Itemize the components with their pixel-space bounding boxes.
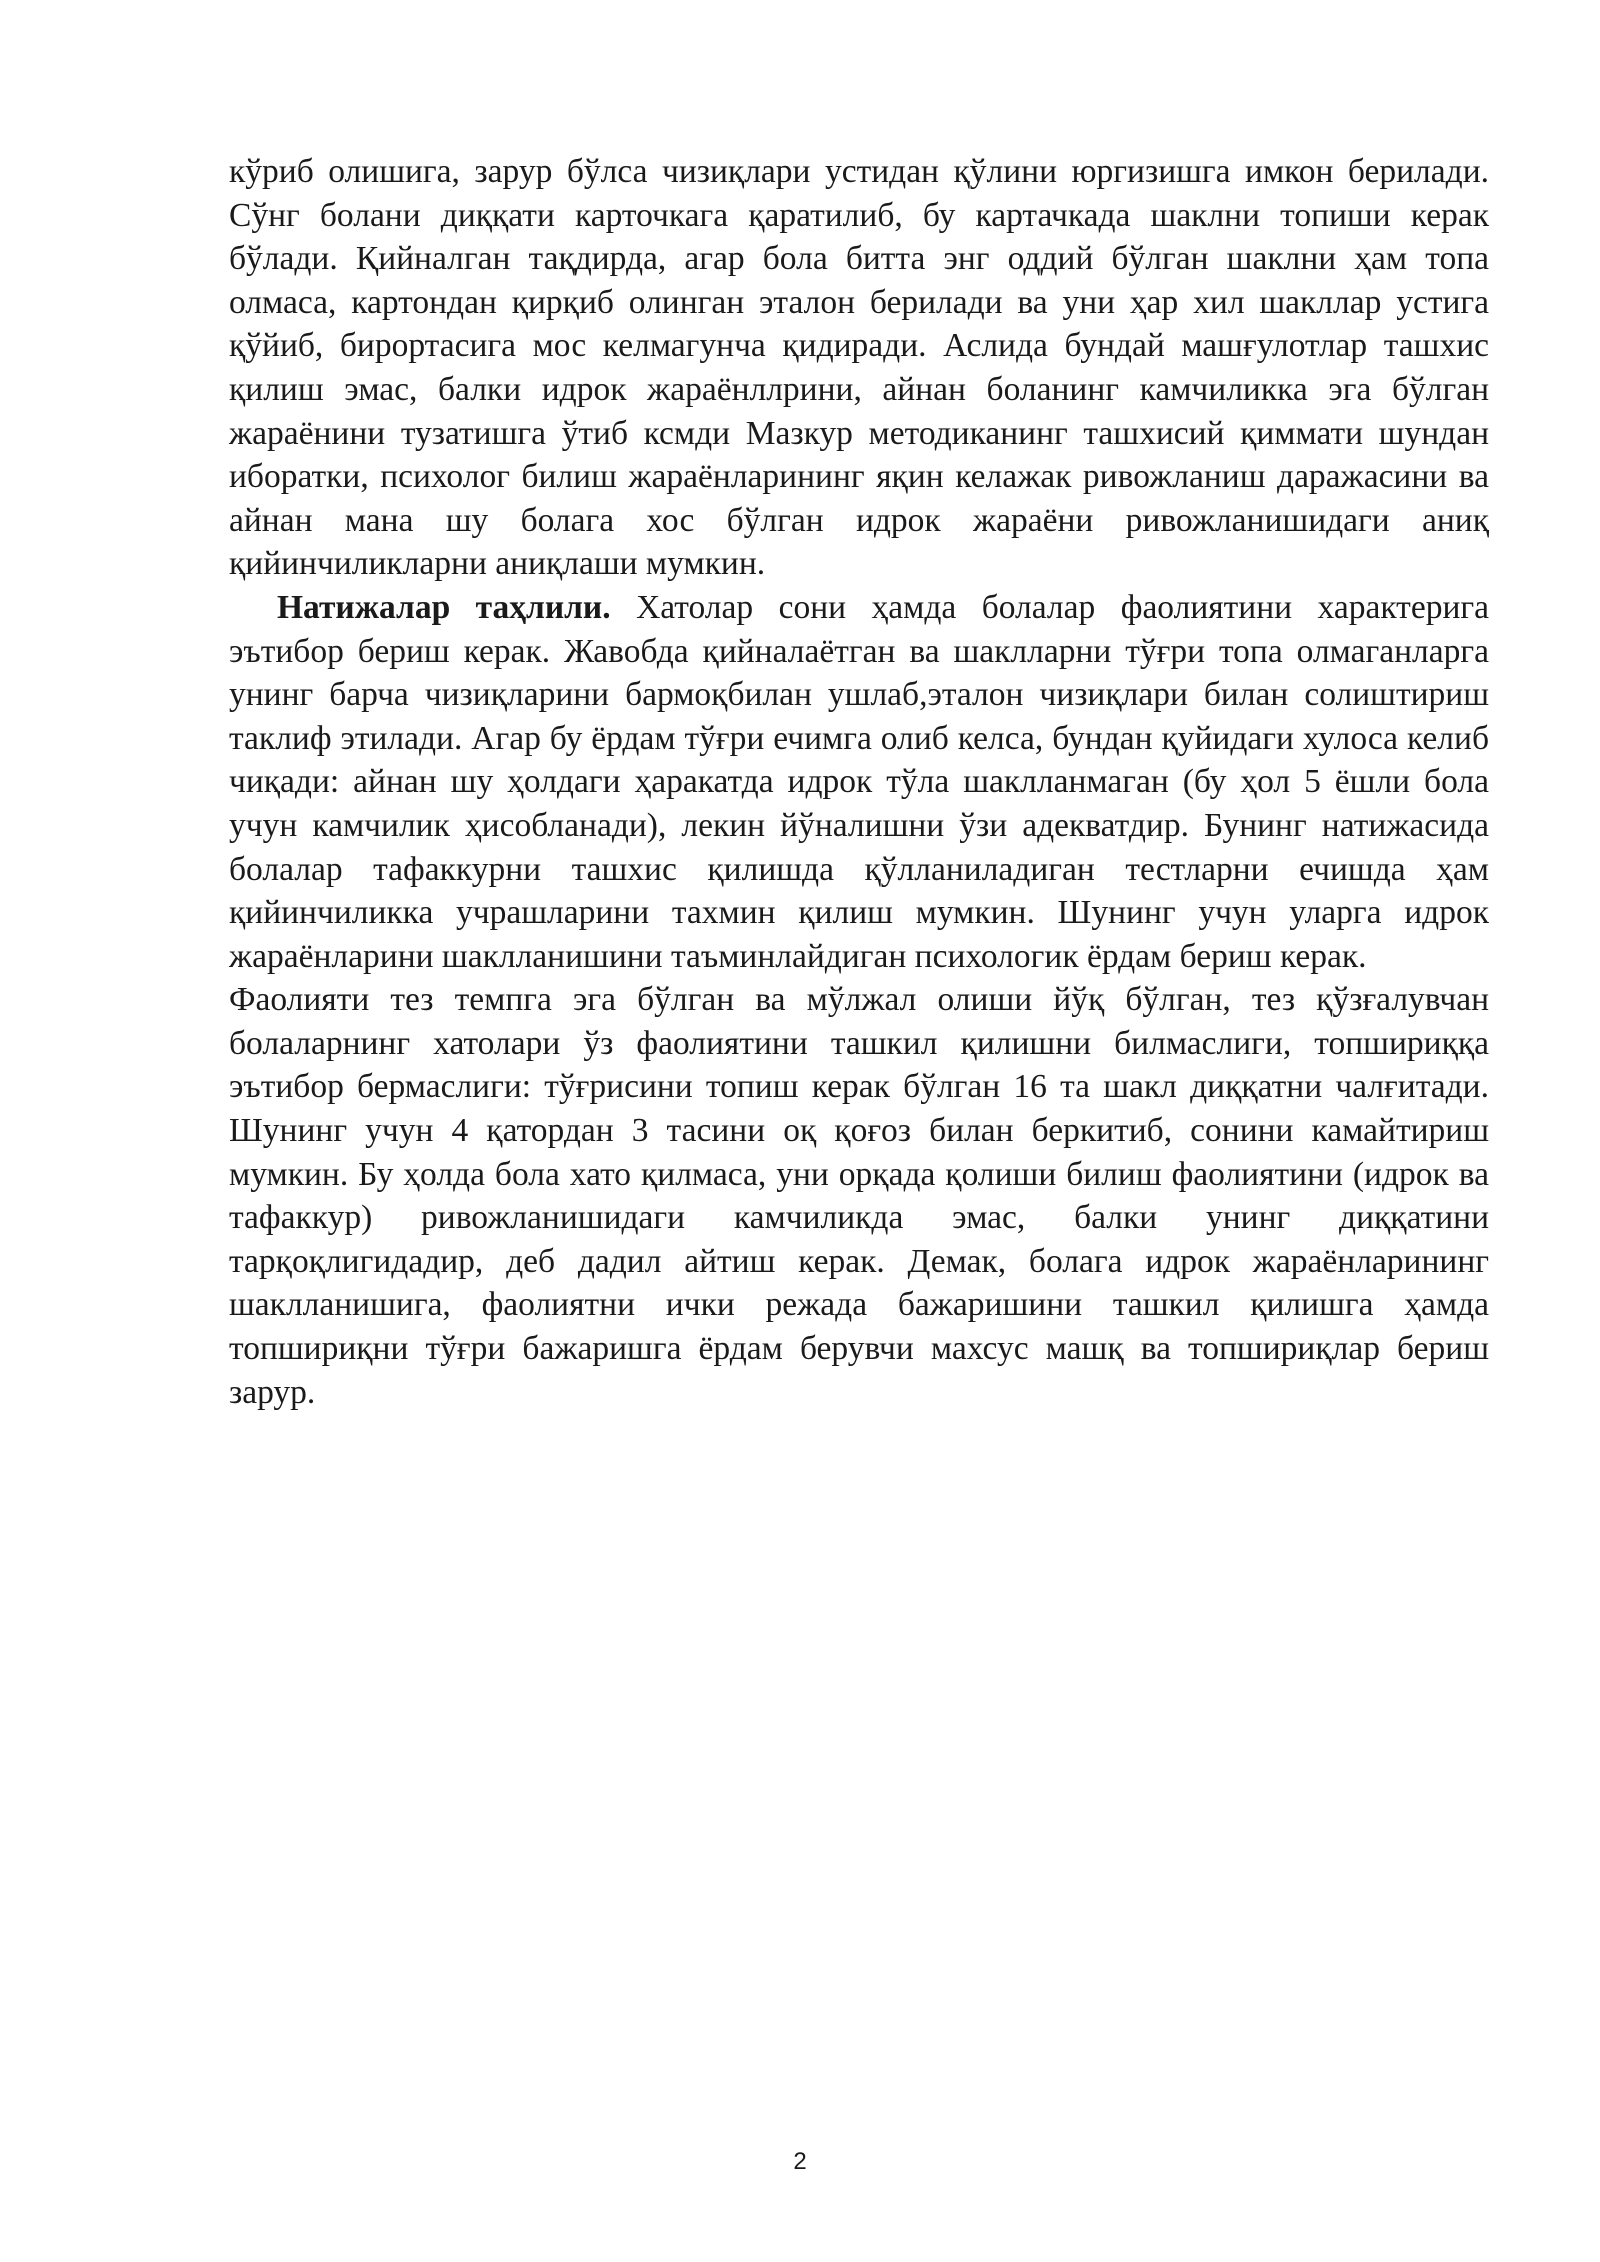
document-body [229,150,1489,1414]
paragraph-2 [229,586,1489,978]
paragraph-3: Фаолияти тез темпга эга бўлган ва мўлжал олиши йўқ бўлган, тез қўзғалувчан болаларнинг хатолари ўз фаолиятини ташкил қилишни билмаслиги, топшириққа эътибор бермаслиги: тўғрисини топиш керак бўлган 16 та шакл диққатни чалғитади. Шунинг учун 4 қатордан 3 тасини оқ қоғоз билан беркитиб, сонини камайтириш мумкин. Бу ҳолда бола хато қилмаса, уни орқада қолиши билиш фаолиятини (идрок ва тафаккур) ривожланишидаги камчиликда эмас, балки унинг диққатини тарқоқлигидадир, деб дадил айтиш керак. Демак, болага идрок жараёнларининг шаклланишига, фаолиятни ички режада бажаришини ташкил қилишга ҳамда топшириқни тўғри бажаришга ёрдам берувчи махсус машқ ва топшириқлар бериш зарур. [229,981,1489,1411]
page-number: 2 [793,2148,807,2175]
section-heading-results: Натижалар таҳлили. [277,588,611,626]
paragraph-2-body: Хатолар сони ҳамда болалар фаолиятини характерига эътибор бериш керак. Жавобда қийналаётган ва шаклларни тўғри топа олмаганларга унинг барча чизиқларини бармоқбилан ушлаб,эталон чизиқлари билан солиштириш таклиф этилади. Агар бу ёрдам тўғри ечимга олиб келса, бундан қуйидаги хулоса келиб чиқади: айнан шу ҳолдаги ҳаракатда идрок тўла шаклланмаган (бу ҳол 5 ёшли бола учун камчилик ҳисобланади), лекин йўналишни ўзи адекватдир. Бунинг натижасида болалар тафаккурни ташхис қилишда қўлланиладиган тестларни ечишда ҳам қийинчиликка учрашларини тахмин қилиш мумкин. Шунинг учун уларга идрок жараёнларини шаклланишини таъминлайдиган психологик ёрдам бериш керак. [229,588,1489,975]
paragraph-1: кўриб олишига, зарур бўлса чизиқлари устидан қўлини юргизишга имкон берилади. Сўнг болани диққати карточкага қаратилиб, бу картачкада шаклни топиши керак бўлади. Қийналган тақдирда, агар бола битта энг оддий бўлган шаклни ҳам топа олмаса, картондан қирқиб олинган эталон берилади ва уни ҳар хил шакллар устига қўйиб, бирортасига мос келмагунча қидиради. Аслида бундай машғулотлар ташхис қилиш эмас, балки идрок жараёнллрини, айнан боланинг камчиликка эга бўлган жараёнини тузатишга ўтиб ксмди Мазкур методиканинг ташхисий қиммати шундан иборатки, психолог билиш жараёнларининг яқин келажак ривожланиш даражасини ва айнан мана шу болага хос бўлган идрок жараёни ривожланишидаги аниқ қийинчиликларни аниқлаши мумкин. [229,153,1489,583]
